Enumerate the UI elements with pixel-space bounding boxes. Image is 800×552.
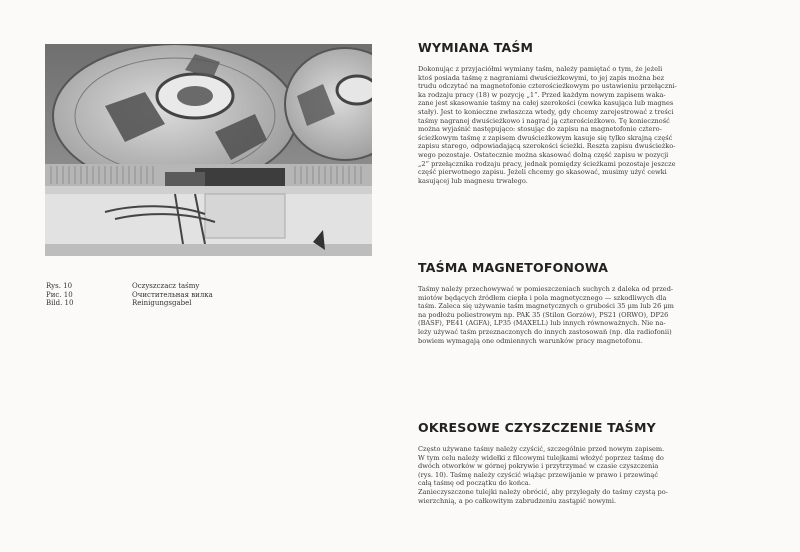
text-line: można wyjaśnić następująco: stosując do zapisu na magnetofonie cztero-: [418, 125, 662, 134]
text-line: ktoś posiada taśmę z nagraniami dwuścieżkowymi, to jej zapis można bez: [418, 73, 665, 82]
text-line: Zanieczyszczone tulejki należy obrócić, aby przylegały do taśmy czystą po-: [418, 487, 668, 496]
section-tape-exchange: [418, 40, 758, 185]
text-line: (BASF), PE41 (AGFA), LP35 (MAXELL) lub innych równoważnych. Nie na-: [418, 319, 666, 328]
text-line: Dokonując z przyjaciółmi wymiany taśm, należy pamiętać o tym, że jeżeli: [418, 65, 663, 73]
text-line: leży używać taśm przeznaczonych do innych zastosowań (np. dla radiofonii): [418, 327, 672, 336]
caption-label: Рис. 10: [46, 290, 73, 299]
text-line: taśm. Zaleca się używanie taśm magnetycznych o grubości 35 μm lub 26 μm: [418, 302, 674, 311]
text-line: na podłożu poliestrowym np. PAK 35 (Stilon Gorzów), PS21 (ORWO), DP26: [418, 310, 669, 319]
text-line: wierzchnią, a po całkowitym zabrudzeniu zastąpić nowymi.: [418, 496, 617, 505]
section-heading: OKRESOWE CZYSZCZENIE TAŚMY: [418, 420, 656, 435]
text-line: (rys. 10). Taśmę należy czyścić wiążąc przewijanie w prawo i przewinąć: [418, 470, 659, 479]
caption-text: Очистительная вилка: [132, 290, 213, 299]
section-body: [418, 285, 758, 345]
caption-row-de: [46, 299, 306, 308]
text-line: część pierwotnego zapisu. Jeżeli chcemy go skasować, musimy użyć cewki: [418, 168, 667, 177]
text-line: trudu odczytać na magnetofonie czterościeżkowym po ustawieniu przełączni-: [418, 82, 677, 91]
caption-text: Oczyszczacz taśmy: [132, 282, 200, 290]
section-heading: TAŚMA MAGNETOFONOWA: [418, 260, 609, 275]
caption-text: Reinigungsgabel: [132, 299, 192, 307]
text-line: zane jest skasowanie taśmy na całej szerokości (cewka kasująca lub magnes: [418, 99, 674, 108]
figure-caption: [46, 282, 306, 308]
caption-row-pl: [46, 282, 306, 291]
text-line: Często używane taśmy należy czyścić, szczególnie przed nowym zapisem.: [418, 445, 665, 453]
text-line: miotów będących źródłem ciepła i pola magnetycznego — szkodliwych dla: [418, 293, 667, 302]
caption-label: Rys. 10: [46, 282, 73, 290]
text-line: kasującej lub magnesu trwałego.: [418, 176, 528, 185]
text-line: dwóch otworków w górnej pokrywie i przytrzymać w czasie czyszczenia: [418, 462, 659, 471]
text-line: W tym celu należy widełki z filcowymi tulejkami włożyć poprzez taśmę do: [418, 453, 664, 462]
text-line: taśmy nagranej dwuścieżkowo i nagrać ją czterościeżkowo. Tę konieczność: [418, 116, 670, 125]
section-body: [418, 65, 758, 185]
text-line: stały). Jest to konieczne zwłaszcza wtedy, gdy chcemy zarejestrować z treści: [418, 107, 674, 116]
section-heading: WYMIANA TAŚM: [418, 40, 534, 55]
section-magnetic-tape: [418, 260, 758, 345]
section-body: [418, 445, 758, 505]
text-line: całą taśmę od początku do końca.: [418, 479, 531, 488]
text-line: Taśmy należy przechowywać w pomieszczeniach suchych z daleka od przed-: [418, 285, 674, 293]
text-line: „2” przełącznika rodzaju pracy, jednak pomiędzy ścieżkami pozostaje jeszcze: [418, 159, 676, 168]
caption-row-ru: [46, 291, 306, 300]
text-line: zapisu starego, odpowiadającą szerokości ścieżki. Reszta zapisu dwuścieżko-: [418, 142, 676, 151]
text-line: ścieżkowym taśmę z zapisem dwuścieżkowym kasuje się tylko skrajną część: [418, 133, 673, 142]
tape-recorder-illustration: [45, 44, 372, 256]
section-tape-cleaning: [418, 420, 758, 505]
text-line: ka rodzaju pracy (18) w pozycję „1”. Przed każdym nowym zapisem waka-: [418, 90, 666, 99]
text-line: wego pozostaje. Ostatecznie można skasować dolną część zapisu w pozycji: [418, 150, 669, 159]
text-line: bowiem wymagają one odmiennych warunków pracy magnetofonu.: [418, 336, 643, 345]
tape-recorder-photo: [45, 44, 372, 256]
caption-label: Bild. 10: [46, 299, 74, 307]
